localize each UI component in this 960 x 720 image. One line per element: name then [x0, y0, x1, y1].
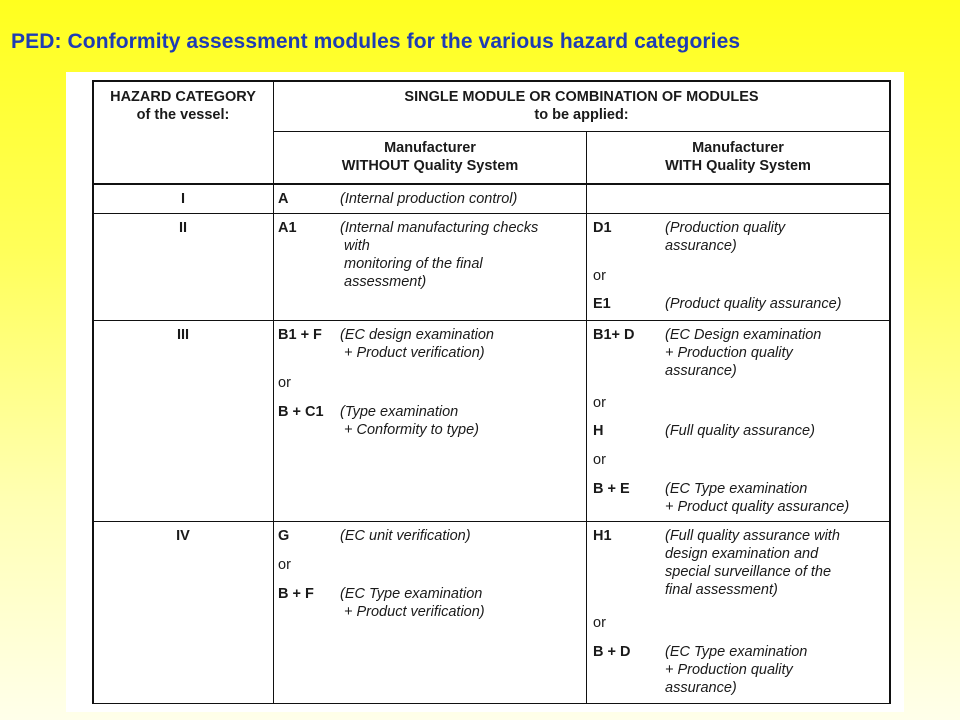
module-code: B1+ D	[593, 327, 635, 343]
table-border-bottom	[92, 703, 890, 704]
header-divider	[273, 131, 890, 132]
module-description: (EC unit verification)	[340, 528, 471, 544]
module-description: (EC Type examination + Product quality assurance)	[665, 481, 850, 515]
module-description: (Internal production control)	[340, 191, 518, 207]
category-label: III	[176, 327, 190, 343]
or-separator: or	[593, 615, 606, 631]
module-code: A1	[278, 220, 297, 236]
module-code: B + C1	[278, 404, 324, 420]
row-divider	[92, 320, 890, 321]
header-modules: SINGLE MODULE OR COMBINATION OF MODULES to be applied:	[404, 89, 759, 123]
table-border-top	[92, 80, 890, 82]
category-label: I	[180, 191, 186, 207]
header-with-qs: Manufacturer WITH Quality System	[665, 140, 811, 174]
module-description: (Full quality assurance)	[665, 423, 815, 439]
module-description: (EC Type examination + Production quality assurance)	[665, 644, 808, 696]
module-description: (Internal manufacturing checks with monitoring of the final assessment)	[340, 220, 539, 290]
category-label: IV	[176, 528, 190, 544]
category-label: II	[178, 220, 188, 236]
module-description: (Product quality assurance)	[665, 296, 842, 312]
module-description: (Type examination + Conformity to type)	[340, 404, 479, 438]
header-without-qs: Manufacturer WITHOUT Quality System	[341, 140, 519, 174]
module-code: G	[278, 528, 290, 544]
module-description: (EC design examination + Product verification)	[340, 327, 494, 361]
or-separator: or	[278, 557, 291, 573]
column-divider	[586, 131, 587, 704]
or-separator: or	[593, 395, 606, 411]
module-code: B + F	[278, 586, 314, 602]
module-code: E1	[593, 296, 611, 312]
header-hazard-category: HAZARD CATEGORY of the vessel:	[110, 89, 256, 123]
module-description: (Production quality assurance)	[665, 220, 786, 254]
module-code: B + E	[593, 481, 630, 497]
or-separator: or	[278, 375, 291, 391]
row-divider	[92, 213, 890, 214]
module-code: H1	[593, 528, 612, 544]
module-table	[66, 72, 904, 712]
module-description: (EC Type examination + Product verification)	[340, 586, 485, 620]
or-separator: or	[593, 452, 606, 468]
module-code: H	[593, 423, 604, 439]
row-divider	[92, 521, 890, 522]
module-code: A	[278, 191, 289, 207]
table-border-right	[889, 80, 891, 704]
header-bottom-line	[92, 183, 890, 185]
module-description: (EC Design examination + Production quality assurance)	[665, 327, 822, 379]
table-border-left	[92, 80, 94, 704]
module-code: D1	[593, 220, 612, 236]
module-code: B1 + F	[278, 327, 322, 343]
slide-title: PED: Conformity assessment modules for the various hazard categories	[11, 30, 741, 53]
or-separator: or	[593, 268, 606, 284]
module-code: B + D	[593, 644, 631, 660]
module-description: (Full quality assurance with design examination and special surveillance of the final assessment)	[665, 528, 840, 598]
